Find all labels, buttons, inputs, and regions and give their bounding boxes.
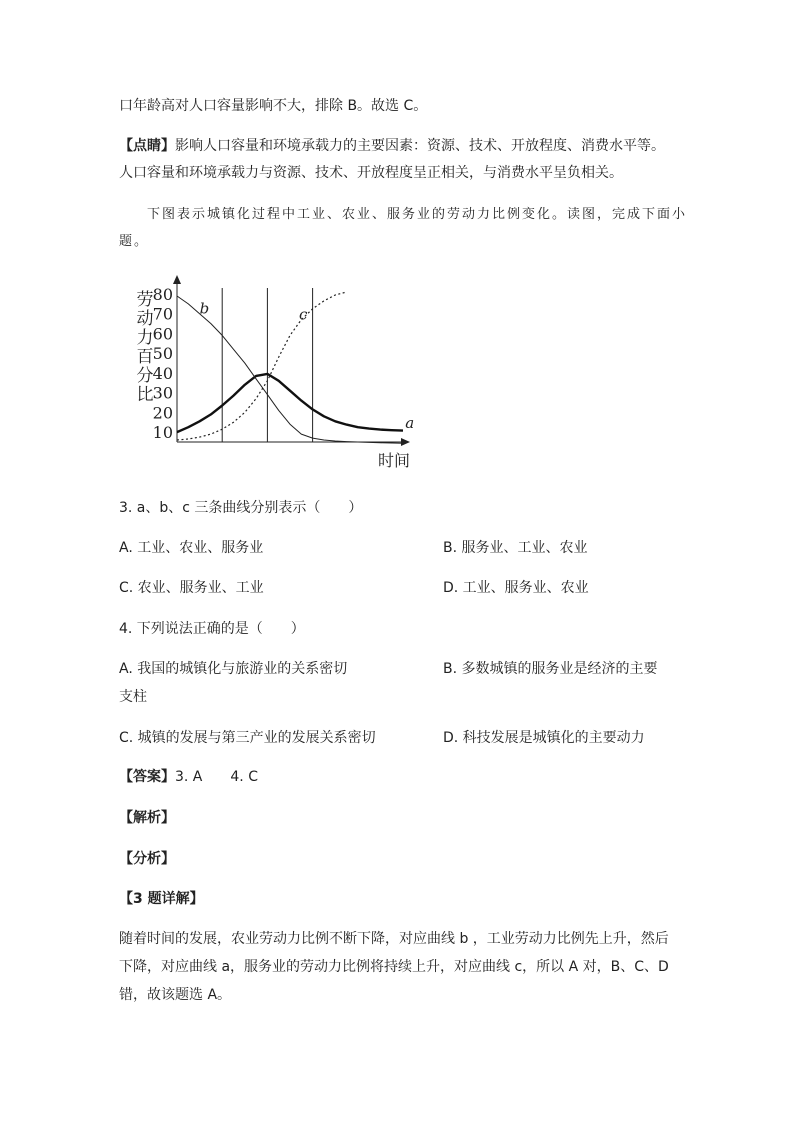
q3-option-a: A. 工业、农业、服务业 — [119, 540, 264, 556]
q3-option-c: C. 农业、服务业、工业 — [119, 580, 264, 596]
answer-text: 3. A 4. C — [175, 769, 258, 785]
y-tick-label: 80 — [152, 285, 173, 304]
fenxi-tag: 【分析】 — [119, 851, 175, 867]
y-label-char: 力 — [136, 328, 154, 348]
note-line-1 — [119, 136, 665, 156]
y-label-char: 动 — [136, 309, 154, 329]
y-tick-label: 70 — [152, 304, 173, 324]
analysis-tag: 【解析】 — [119, 810, 175, 826]
q4-option-d: D. 科技发展是城镇化的主要动力 — [443, 730, 645, 746]
q3-option-d: D. 工业、服务业、农业 — [443, 580, 589, 596]
y-label-char: 分 — [136, 366, 154, 386]
detail-line-2: 下降，对应曲线 a，服务业的劳动力比例将持续上升，对应曲线 c，所以 A 对，B、C、D — [119, 959, 669, 975]
y-tick-label: 50 — [152, 344, 173, 364]
note-line-2: 人口容量和环境承载力与资源、技术、开放程度呈正相关，与消费水平呈负相关。 — [119, 165, 623, 181]
y-label-char: 百 — [136, 347, 154, 367]
q4-option-b-cont: 支柱 — [119, 689, 147, 705]
q3-stem: 3. a、b、c 三条曲线分别表示（ ） — [119, 500, 363, 516]
note-tag: 【点睛】 — [119, 138, 175, 154]
q4-option-a: A. 我国的城镇化与旅游业的关系密切 — [119, 661, 348, 677]
q4-option-c: C. 城镇的发展与第三产业的发展关系密切 — [119, 730, 376, 746]
detail-tag: 【3 题详解】 — [119, 891, 204, 907]
y-axis-arrow — [173, 275, 181, 284]
y-tick-label: 10 — [152, 423, 173, 443]
y-tick-label: 30 — [152, 383, 173, 403]
curve-label-a: a — [405, 414, 415, 433]
labor-chart — [119, 272, 419, 472]
stem-line-1: 下图表示城镇化过程中工业、农业、服务业的劳动力比例变化。读图，完成下面小 — [147, 207, 688, 222]
curve-label-b: b — [199, 299, 210, 318]
detail-line-1: 随着时间的发展，农业劳动力比例不断下降，对应曲线 b ，工业劳动力比例先上升，然后 — [119, 931, 669, 947]
y-tick-label: 20 — [152, 403, 173, 423]
y-tick-label: 60 — [152, 324, 173, 344]
x-label: 时间 — [377, 451, 411, 470]
q3-option-b: B. 服务业、工业、农业 — [443, 540, 588, 556]
answer-tag: 【答案】 — [119, 769, 175, 785]
q4-stem: 4. 下列说法正确的是（ ） — [119, 621, 305, 637]
detail-line-3: 错，故该题选 A。 — [119, 987, 232, 1003]
x-axis-arrow — [401, 438, 410, 446]
q4-option-b: B. 多数城镇的服务业是经济的主要 — [443, 661, 658, 677]
stem-line-2: 题。 — [119, 234, 150, 249]
note-text-1: 影响人口容量和环境承载力的主要因素：资源、技术、开放程度、消费水平等。 — [175, 138, 665, 154]
answer-line — [119, 767, 258, 787]
curve-label-c: c — [299, 305, 308, 324]
y-label-char: 劳 — [136, 290, 154, 310]
y-label-char: 比 — [136, 385, 154, 405]
y-tick-label: 40 — [152, 363, 173, 383]
intro-line: 口年龄高对人口容量影响不大，排除 B。故选 C。 — [119, 98, 428, 114]
curve-a — [177, 374, 403, 432]
curve-b — [177, 296, 403, 443]
